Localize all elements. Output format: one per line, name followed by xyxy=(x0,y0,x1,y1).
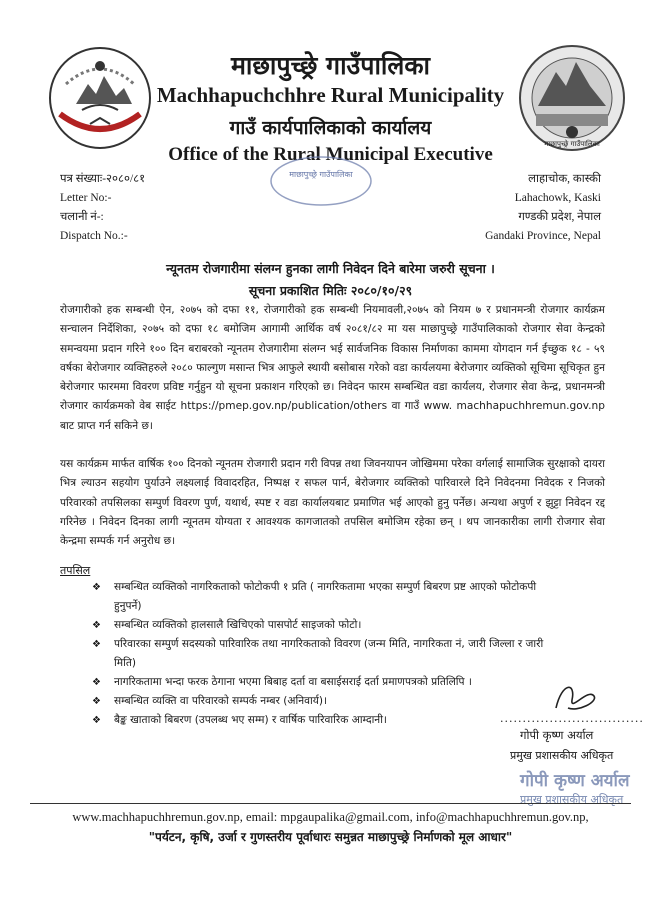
diamond-bullet-icon: ❖ xyxy=(92,639,101,650)
office-name-nepali: गाउँ कार्यपालिकाको कार्यालय xyxy=(229,117,432,139)
signatory-name: गोपी कृष्ण अर्याल xyxy=(520,728,594,742)
footer-divider xyxy=(30,803,631,804)
diamond-bullet-icon: ❖ xyxy=(92,620,101,631)
list-item: ❖ सम्बन्धित व्यक्ति वा परिवारको सम्पर्क नम्बर (अनिवार्य)। xyxy=(92,692,552,711)
diamond-bullet-icon: ❖ xyxy=(92,715,101,726)
signatory-title: प्रमुख प्रशासकीय अधिकृत xyxy=(510,749,614,762)
chalani-label: चलानी नं-: xyxy=(60,211,104,223)
office-name-english: Office of the Rural Municipal Executive xyxy=(168,144,493,165)
letter-number: पत्र संख्याः-२०८०/८१ xyxy=(60,173,146,185)
paragraph-1: रोजगारीको हक सम्बन्धी ऐन, २०७५ को दफा ११, रोजगारीको हक सम्बन्धी नियमावली,२०७५ को नियम ७ र प्रधानमन्त्री रोजगार कार्यक्रम सन्चालन निर्देशिका, २०७५ को दफा १८ बमोजिम आगामी आर्थिक वर्ष २०८१/८२ मा यस माछापुच्छ्रे गाउँपालिकाको रोजगार सेवा केन्द्रको समन्वयमा प्रदान गरिने १०० दिन बराबरको न्यूनतम रोजगारीमा संलग्न भई सार्वजनिक विकास निर्माणका काममा योगदान गर्न ईच्छुक १८ - ५९ वर्षका बेरोजगार व्यक्तिहरुले २०८० फाल्गुण मसान्त भित्र आफुले स्थायी बसोबास गरेको वडा कार्यलयमा बेरोजगार व्यक्तिको सूचिमा सूचिकृत हुन बेरोजगार फारममा विवरण प्रविष्ट गर्नुहुन यो सूचना प्रकाशन गरिएको छ। निवेदन फारम सम्बन्धित वडा कार्यलय, रोजगार सेवा केन्द्र, प्रधानमन्त्री रोजगार कार्यक्रमको वेब साईट https://pmep.gov.np/publication/others वा गाउँ www. machhapuchhremun.gov.np बाट प्राप्त गर्न सकिने छ। xyxy=(60,304,605,432)
letter-no-label: Letter No:- xyxy=(60,192,112,204)
office-stamp xyxy=(268,155,374,207)
diamond-bullet-icon: ❖ xyxy=(92,696,101,707)
requirements-list xyxy=(92,578,552,730)
name-stamp: गोपी कृष्ण अर्याल xyxy=(520,771,630,791)
dispatch-label: Dispatch No.:- xyxy=(60,230,128,242)
list-item: ❖ नागरिकतामा भन्दा फरक ठेगाना भएमा बिबाह दर्ता वा बसाईसराई दर्ता प्रमाणपत्रको प्रतिलिपि । xyxy=(92,673,552,692)
address-en-1: Lahachowk, Kaski xyxy=(514,192,601,204)
municipality-name-nepali: माछापुच्छ्रे गाउँपालिका xyxy=(230,51,431,80)
subject-line: न्यूनतम रोजगारीमा संलग्न हुनका लागी निवेदन दिने बारेमा जरुरी सूचना । xyxy=(166,261,495,276)
address-np-2: गण्डकी प्रदेश, नेपाल xyxy=(518,211,601,223)
signature-line: ................................ xyxy=(500,712,644,725)
notice-subject xyxy=(0,258,661,302)
tapasil-heading: तपसिल xyxy=(60,564,91,577)
footer-slogan: "पर्यटन, कृषि, उर्जा र गुणस्तरीय पूर्वाधारः समुन्नत माछापुच्छ्रे निर्माणको मूल आधार" xyxy=(148,830,513,844)
list-item: ❖ सम्बन्धित व्यक्तिको नागरिकताको फोटोकपी १ प्रति ( नागरिकतामा भएका सम्पुर्ण बिबरण प्रष्ट आएको फोटोकपी हुनुपर्ने) xyxy=(92,578,552,616)
letter-meta-left xyxy=(60,170,145,246)
municipality-name-english: Machhapuchchhre Rural Municipality xyxy=(156,83,505,107)
list-item: ❖ परिवारका सम्पुर्ण सदस्यको पारिवारिक तथा नागरिकताको विवरण (जन्म मिति, नागरिकता नं, जारी जिल्ला र जारी मिति) xyxy=(92,635,552,673)
address-en-2: Gandaki Province, Nepal xyxy=(485,230,601,242)
publish-date: सूचना प्रकाशित मितिः २०८०/१०/२९ xyxy=(248,283,413,298)
list-item: ❖ सम्बन्धित व्यक्तिको हालसालै खिचिएको पासपोर्ट साइजको फोटो। xyxy=(92,616,552,635)
diamond-bullet-icon: ❖ xyxy=(92,677,101,688)
title-stamp: प्रमुख प्रशासकीय अधिकृत xyxy=(520,793,624,806)
list-item: ❖ बैङ्क खाताको बिबरण (उपलब्ध भए सम्म) र वार्षिक पारिवारिक आम्दानी। xyxy=(92,711,552,730)
diamond-bullet-icon: ❖ xyxy=(92,582,101,593)
address-block xyxy=(485,170,601,246)
stamp-label: माछापुच्छ्रे गाउँपालिका xyxy=(289,170,353,179)
paragraph-2: यस कार्यक्रम मार्फत वार्षिक १०० दिनको न्यूनतम रोजगारी प्रदान गरी विपन्न तथा जिवनयापन जोखिममा परेका वर्गलाई सामाजिक सुरक्षाको दायरा भित्र ल्याउन सहयोग पुर्याउने लक्ष्यलाई विवादरहित, निष्पक्ष र सफल पार्न, बेरोजगार व्यक्तिको पारिवारले दिने निवेदनमा निवेदक र निजको परिवारको तपसिलका सम्पुर्ण विवरण पुर्ण, यथार्थ, स्पष्ट र वडा कार्यालयबाट प्रमाणित भई आएको हुनु पर्नेछ। अन्यथा अपुर्ण र झुट्टा निवेदन रद्द गरिनेछ । निवेदन दिनका लागी न्यूनतम योग्यता र आवश्यक कागजातको तपसिल बमोजिम रहेका छन् । थप जानकारीका लागी रोजगार सेवा केन्द्रमा सम्पर्क गर्न अनुरोध छ। xyxy=(60,458,605,548)
address-np-1: लाहाचोक, कास्की xyxy=(528,173,601,185)
logo-right-label: माछापुच्छ्रे गाउँपालिका xyxy=(544,140,600,148)
footer-contact: www.machhapuchhremun.gov.np, email: mpgaupalika@gmail.com, info@machhapuchhremun.gov.np, xyxy=(72,810,589,824)
